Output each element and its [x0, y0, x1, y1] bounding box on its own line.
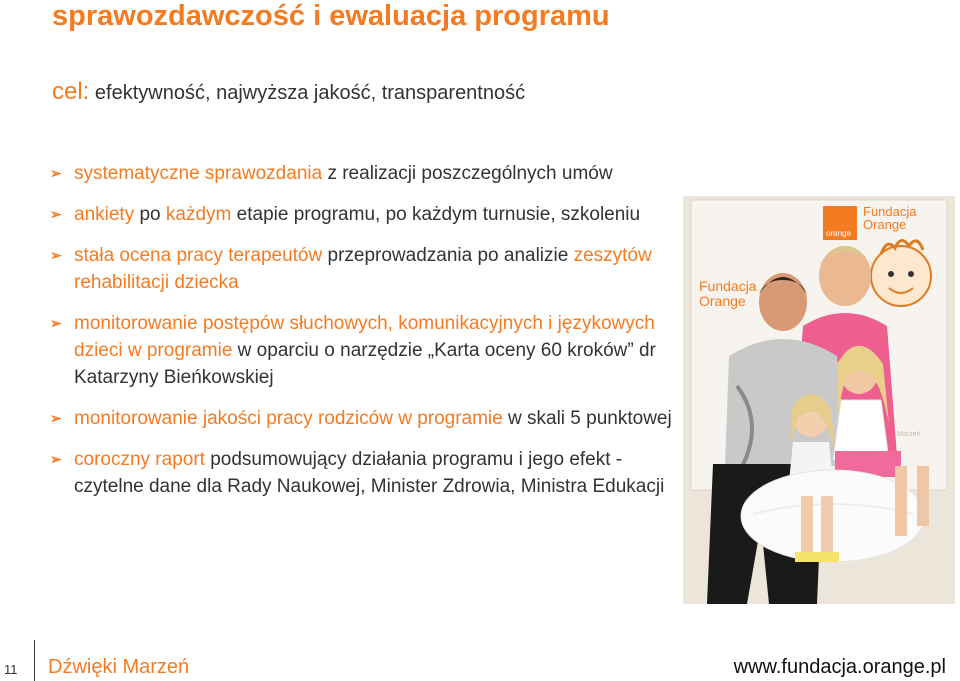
- bullet-highlight-text: każdym: [165, 204, 232, 225]
- bullet-highlight-text: monitorowanie jakości pracy rodziców w programie: [74, 408, 503, 429]
- bullet-list: [50, 160, 675, 514]
- orange-logo-word: orange: [826, 229, 851, 238]
- goal-text: efektywność, najwyższa jakość, transparentność: [89, 82, 526, 104]
- bullet-text: w skali 5 punktowej: [502, 408, 672, 429]
- footer-brand: Dźwięki Marzeń: [48, 656, 190, 678]
- arrow-bullet-icon: ➢: [50, 451, 62, 467]
- bullet-item: [50, 242, 675, 296]
- bullet-highlight-text: ankiety: [74, 204, 135, 225]
- bullet-text: w oparciu o narzędzie „Karta oceny 60 kroków” dr Katarzyny Bieńkowskiej: [74, 340, 656, 388]
- page-number: 11: [4, 662, 18, 677]
- bullet-highlight-text: monitorowanie postępów słuchowych, komunikacyjnych i językowych dzieci w programie: [74, 313, 655, 361]
- bullet-text: etapie programu, po każdym turnusie, szkoleniu: [231, 204, 641, 225]
- bullet-highlight-text: stała ocena pracy terapeutów: [74, 245, 323, 266]
- bullet-text: podsumowujący działania programu i jego efekt - czytelne dane dla Rady Naukowej, Minister Zdrowia, Ministra Edukacji: [74, 449, 665, 497]
- banner-top-line-2: Orange: [863, 217, 907, 232]
- goal-label: cel:: [52, 78, 90, 105]
- arrow-bullet-icon: ➢: [50, 206, 62, 222]
- footer-divider: [34, 640, 35, 681]
- bullet-item: [50, 446, 675, 500]
- bullet-highlight-text: zeszytów rehabilitacji dziecka: [74, 245, 652, 293]
- arrow-bullet-icon: ➢: [50, 410, 62, 426]
- bullet-highlight-text: systematyczne sprawozdania: [74, 163, 323, 184]
- bullet-text: po: [134, 204, 166, 225]
- bullet-highlight-text: coroczny raport: [74, 449, 205, 470]
- cartoon-face: [871, 246, 931, 306]
- slide-title: sprawozdawczość i ewaluacja programu: [52, 0, 610, 32]
- banner-left-line-1: Fundacja: [699, 278, 757, 294]
- bullet-item: [50, 201, 675, 228]
- man-head: [759, 273, 807, 331]
- bullet-item: [50, 160, 675, 187]
- banner-small-text: Marzeń: [897, 431, 921, 438]
- bullet-item: [50, 310, 675, 391]
- goal-line: [52, 78, 525, 106]
- arrow-bullet-icon: ➢: [50, 165, 62, 181]
- arrow-bullet-icon: ➢: [50, 247, 62, 263]
- bullet-text: z realizacji poszczególnych umów: [322, 163, 613, 184]
- family-photo: [683, 196, 955, 604]
- arrow-bullet-icon: ➢: [50, 315, 62, 331]
- footer-url[interactable]: www.fundacja.orange.pl: [733, 656, 946, 678]
- banner-top-line-1: Fundacja: [863, 204, 917, 219]
- banner-left-line-2: Orange: [699, 293, 746, 309]
- bullet-text: przeprowadzania po analizie: [322, 245, 574, 266]
- bullet-item: [50, 405, 675, 432]
